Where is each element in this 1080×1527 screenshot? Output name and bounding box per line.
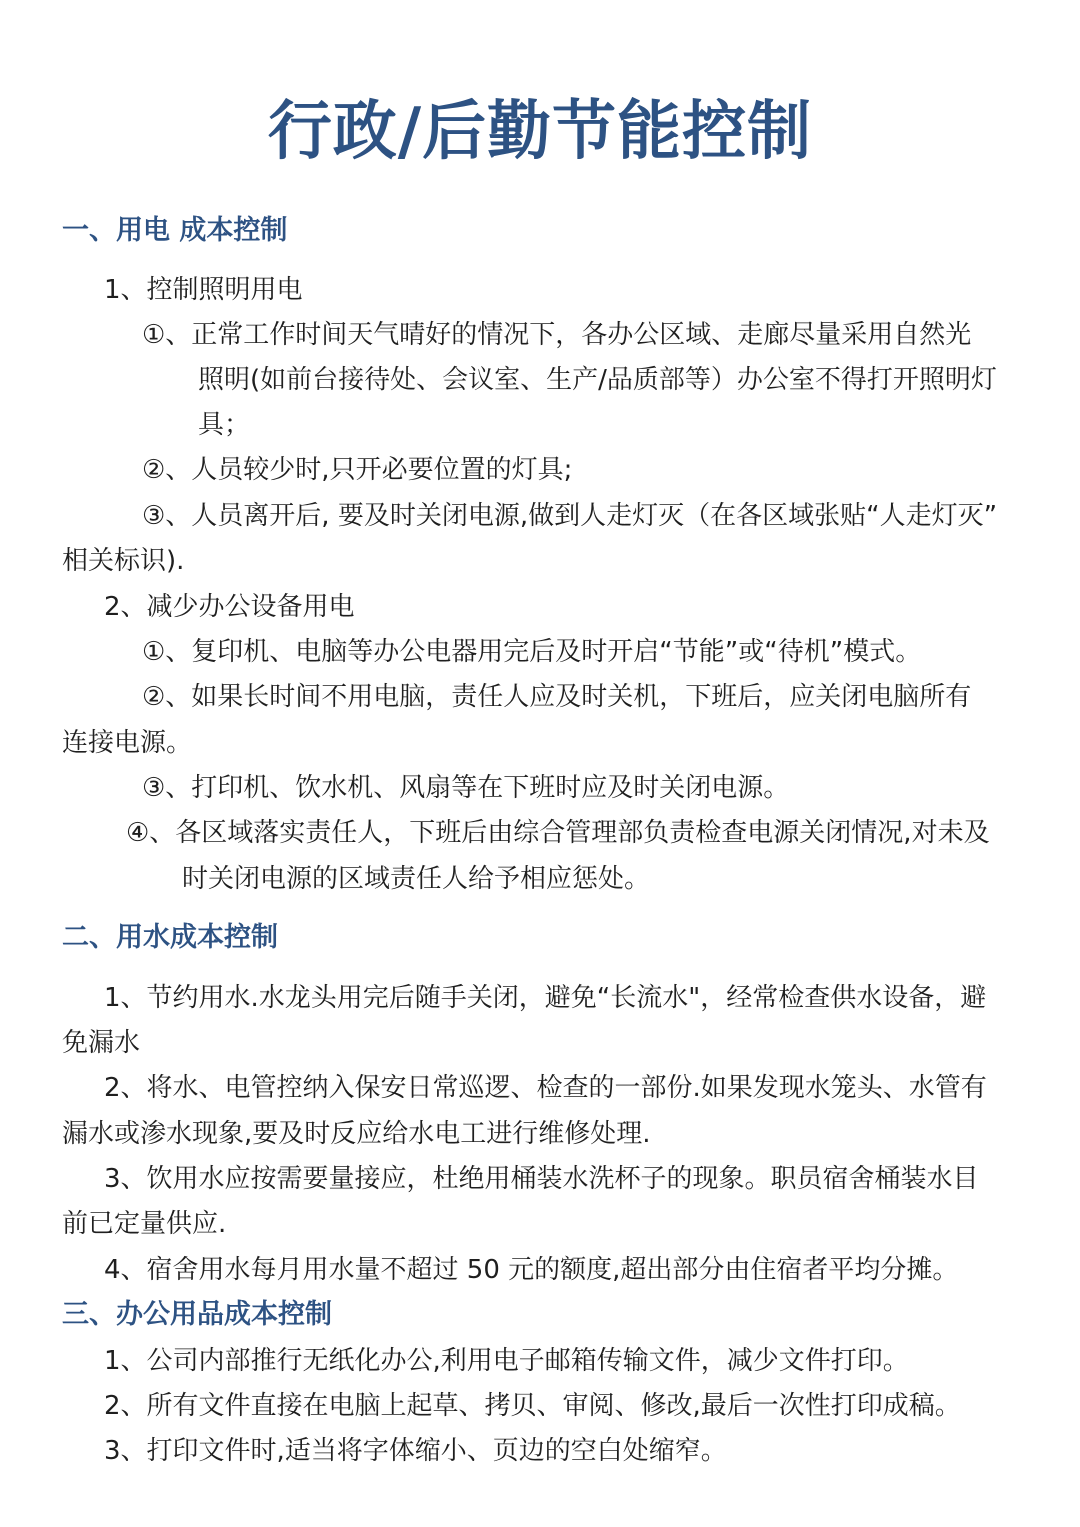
paragraph-line: ③、打印机、饮水机、风扇等在下班时应及时关闭电源。 xyxy=(142,773,790,803)
paragraph-line: ③、人员离开后, 要及时关闭电源,做到人走灯灭（在各区域张贴“人走灯灭” xyxy=(142,501,998,531)
paragraph-line: 1、节约用水.水龙头用完后随手关闭，避免“长流水"，经常检查供水设备，避 xyxy=(104,983,987,1013)
paragraph-line: 2、所有文件直接在电脑上起草、拷贝、审阅、修改,最后一次性打印成稿。 xyxy=(104,1391,961,1421)
paragraph-line: 漏水或渗水现象,要及时反应给水电工进行维修处理. xyxy=(62,1119,651,1149)
paragraph-line: 2、减少办公设备用电 xyxy=(104,592,355,622)
paragraph-line: 1、公司内部推行无纸化办公,利用电子邮箱传输文件，减少文件打印。 xyxy=(104,1346,909,1376)
section-heading-office-supplies: 三、办公用品成本控制 xyxy=(62,1299,332,1330)
section-heading-electricity: 一、用电 成本控制 xyxy=(62,215,288,246)
paragraph-line: 照明(如前台接待处、会议室、生产/品质部等）办公室不得打开照明灯 xyxy=(198,365,997,395)
paragraph-line: ①、正常工作时间天气晴好的情况下，各办公区域、走廊尽量采用自然光 xyxy=(142,320,972,350)
paragraph-line: 时关闭电源的区域责任人给予相应惩处。 xyxy=(182,864,651,894)
paragraph-line: ①、复印机、电脑等办公电器用完后及时开启“节能”或“待机”模式。 xyxy=(142,637,922,667)
paragraph-line: 4、宿舍用水每月用水量不超过 50 元的额度,超出部分由住宿者平均分摊。 xyxy=(104,1255,959,1285)
paragraph-line: 免漏水 xyxy=(62,1028,141,1058)
paragraph-line: 相关标识). xyxy=(62,546,185,576)
paragraph-line: 3、打印文件时,适当将字体缩小、页边的空白处缩窄。 xyxy=(104,1436,727,1466)
paragraph-line: 1、控制照明用电 xyxy=(104,275,303,305)
paragraph-line: 具； xyxy=(198,410,251,440)
paragraph-line: ④、各区域落实责任人，下班后由综合管理部负责检查电源关闭情况,对未及 xyxy=(126,818,990,848)
page-title: 行政/后勤节能控制 xyxy=(267,95,813,169)
paragraph-line: 前已定量供应. xyxy=(62,1209,227,1239)
paragraph-line: 3、饮用水应按需要量接应，杜绝用桶装水洗杯子的现象。职员宿舍桶装水目 xyxy=(104,1164,979,1194)
section-heading-water: 二、用水成本控制 xyxy=(62,922,278,953)
paragraph-line: ②、如果长时间不用电脑，责任人应及时关机，下班后，应关闭电脑所有 xyxy=(142,682,972,712)
paragraph-line: 连接电源。 xyxy=(62,728,193,758)
paragraph-line: 2、将水、电管控纳入保安日常巡逻、检查的一部份.如果发现水笼头、水管有 xyxy=(104,1073,987,1103)
paragraph-line: ②、人员较少时,只开必要位置的灯具; xyxy=(142,455,573,485)
